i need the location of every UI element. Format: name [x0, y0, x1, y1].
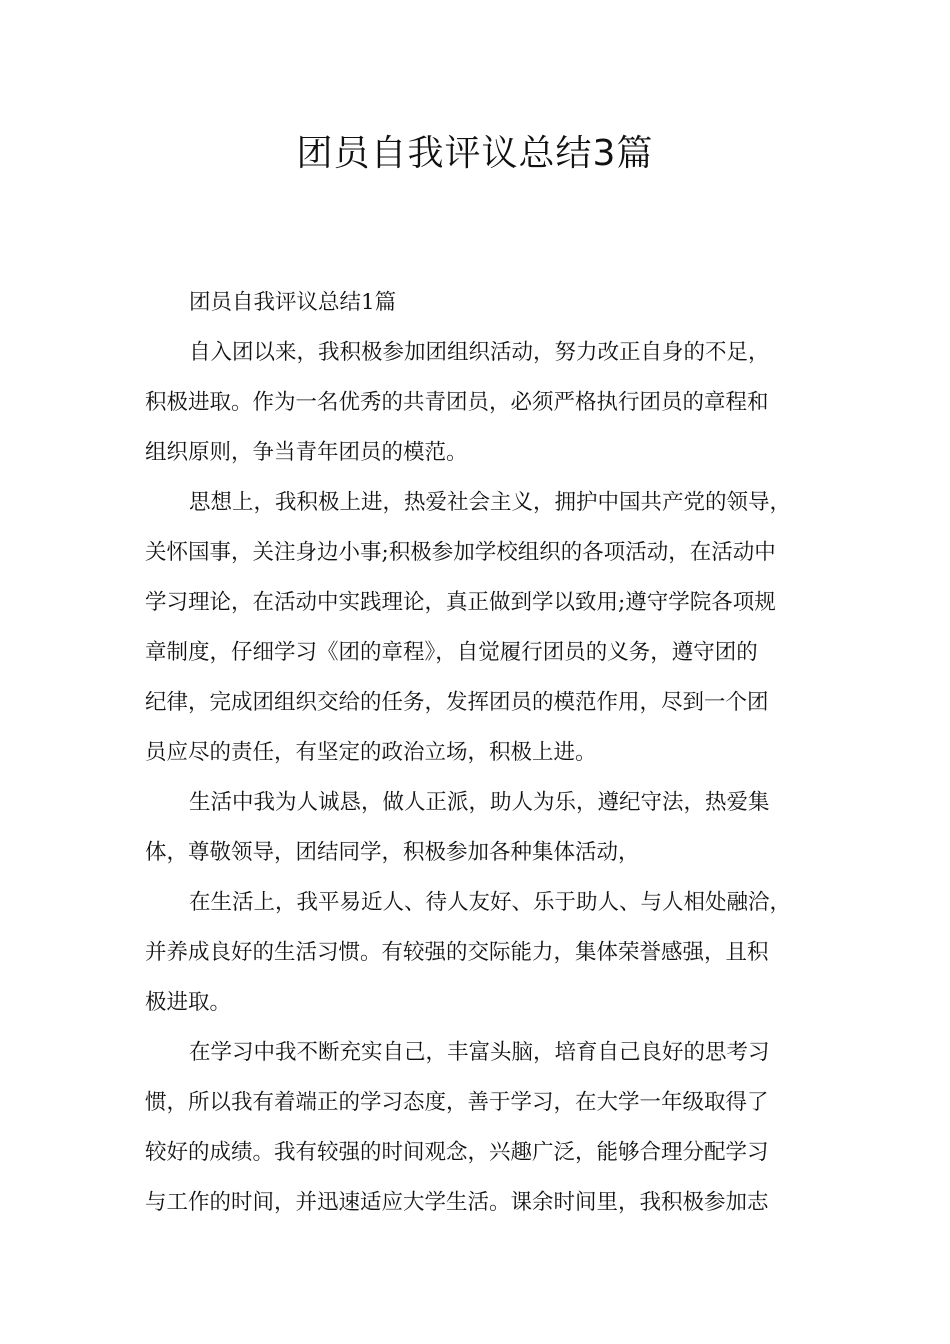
- text-line: 自入团以来，我积极参加团组织活动，努力改正自身的不足，: [189, 340, 770, 365]
- text-line: 组织原则，争当青年团员的模范。: [145, 440, 468, 465]
- text-line: 体，尊敬领导，团结同学，积极参加各种集体活动，: [145, 840, 640, 865]
- text-line: 较好的成绩。我有较强的时间观念，兴趣广泛，能够合理分配学习: [145, 1140, 769, 1165]
- document-title: 团员自我评议总结3篇: [296, 133, 654, 174]
- text-line: 关怀国事，关注身边小事;积极参加学校组织的各项活动，在活动中: [145, 540, 776, 565]
- text-line: 思想上，我积极上进，热爱社会主义，拥护中国共产党的领导，: [189, 490, 792, 515]
- text-line: 纪律，完成团组织交给的任务，发挥团员的模范作用，尽到一个团: [145, 690, 769, 715]
- text-line: 团员自我评议总结1篇: [189, 290, 397, 315]
- text-line: 积极进取。作为一名优秀的共青团员，必须严格执行团员的章程和: [145, 390, 769, 415]
- document-body: [145, 278, 835, 1228]
- text-line: 与工作的时间，并迅速适应大学生活。课余时间里，我积极参加志: [145, 1190, 769, 1215]
- text-line: 极进取。: [145, 990, 232, 1015]
- text-line: 在生活上，我平易近人、待人友好、乐于助人、与人相处融洽，: [189, 890, 792, 915]
- text-line: 惯，所以我有着端正的学习态度，善于学习，在大学一年级取得了: [145, 1090, 769, 1115]
- text-line: 并养成良好的生活习惯。有较强的交际能力，集体荣誉感强，且积: [145, 940, 769, 965]
- text-line: 学习理论，在活动中实践理论，真正做到学以致用;遵守学院各项规: [145, 590, 776, 615]
- text-line: 章制度，仔细学习《团的章程》，自觉履行团员的义务，遵守团的: [145, 640, 758, 665]
- text-line: 在学习中我不断充实自己，丰富头脑，培育自己良好的思考习: [189, 1040, 770, 1065]
- text-line: 生活中我为人诚恳，做人正派，助人为乐，遵纪守法，热爱集: [189, 790, 770, 815]
- text-line: 员应尽的责任，有坚定的政治立场，积极上进。: [145, 740, 597, 765]
